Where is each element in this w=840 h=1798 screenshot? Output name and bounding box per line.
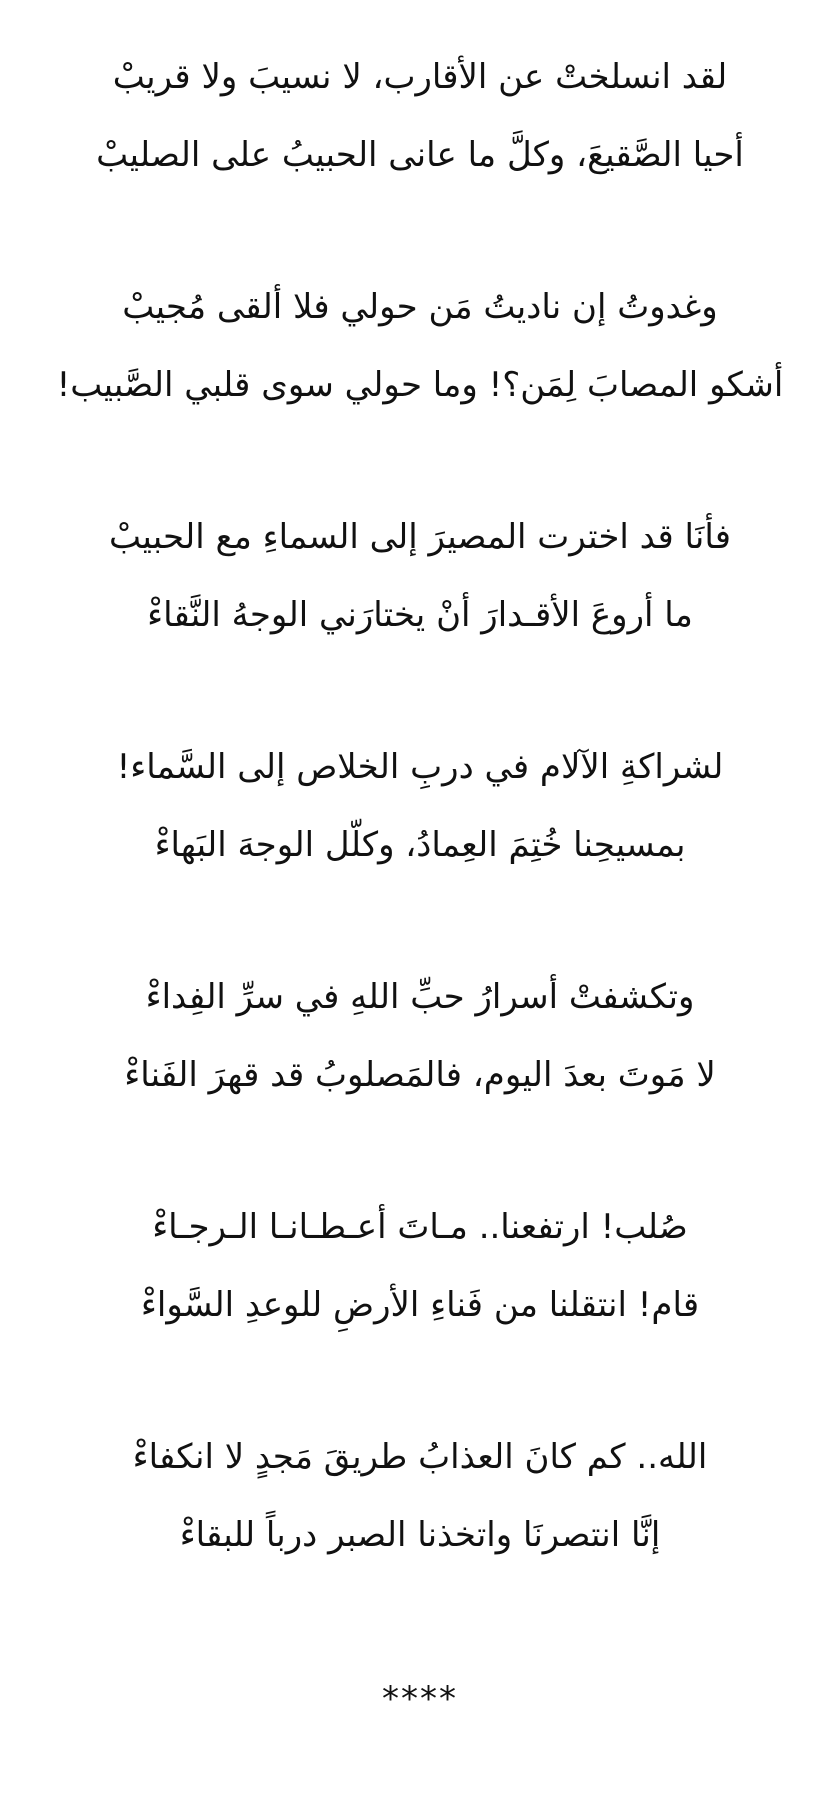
- poem-line: وغدوتُ إن ناديتُ مَن حولي فلا ألقى مُجيبْ: [122, 287, 718, 327]
- poem-line: أشكو المصابَ لِمَن؟! وما حولي سوى قلبي الصَّبيب!: [56, 365, 784, 405]
- poem-line: بمسيحِنا خُتِمَ العِمادُ، وكلّل الوجهَ البَهاءْ: [154, 825, 686, 865]
- poem-line: الله.. كم كانَ العذابُ طريقَ مَجدٍ لا انكفاءْ: [132, 1437, 708, 1477]
- poem-line: صُلب! ارتفعنا.. مـاتَ أعـطـانـا الـرجـاءْ: [152, 1207, 688, 1247]
- stanza-5: [0, 958, 840, 1114]
- poem-line: إنَّا انتصرنَا واتخذنا الصبر درباً للبقاءْ: [179, 1515, 661, 1555]
- poem-line: لشراكةِ الآلام في دربِ الخلاص إلى السَّماء!: [116, 747, 724, 787]
- poem-line: فأنَا قد اخترت المصيرَ إلى السماءِ مع الحبيبْ: [109, 517, 731, 557]
- stanza-7: [0, 1418, 840, 1574]
- stanza-1: [0, 38, 840, 194]
- poem-line: قام! انتقلنا من فَناءِ الأرضِ للوعدِ السَّواءْ: [140, 1285, 700, 1325]
- poem-line: وتكشفتْ أسرارُ حبِّ اللهِ في سرِّ الفِداءْ: [145, 977, 695, 1017]
- poem-line: لقد انسلختْ عن الأقارب، لا نسيبَ ولا قريبْ: [112, 57, 728, 97]
- stanza-4: [0, 728, 840, 884]
- poem-line: أحيا الصَّقيعَ، وكلَّ ما عانى الحبيبُ على الصليبْ: [96, 135, 744, 175]
- poem-line: لا مَوتَ بعدَ اليوم، فالمَصلوبُ قد قهرَ الفَناءْ: [124, 1055, 716, 1095]
- poem-line: ما أروعَ الأقـدارَ أنْ يختارَني الوجهُ النَّقاءْ: [147, 595, 693, 635]
- stanza-3: [0, 498, 840, 654]
- poem: [0, 38, 840, 1648]
- stanza-2: [0, 268, 840, 424]
- stanza-6: [0, 1188, 840, 1344]
- section-separator: ****: [382, 1679, 458, 1719]
